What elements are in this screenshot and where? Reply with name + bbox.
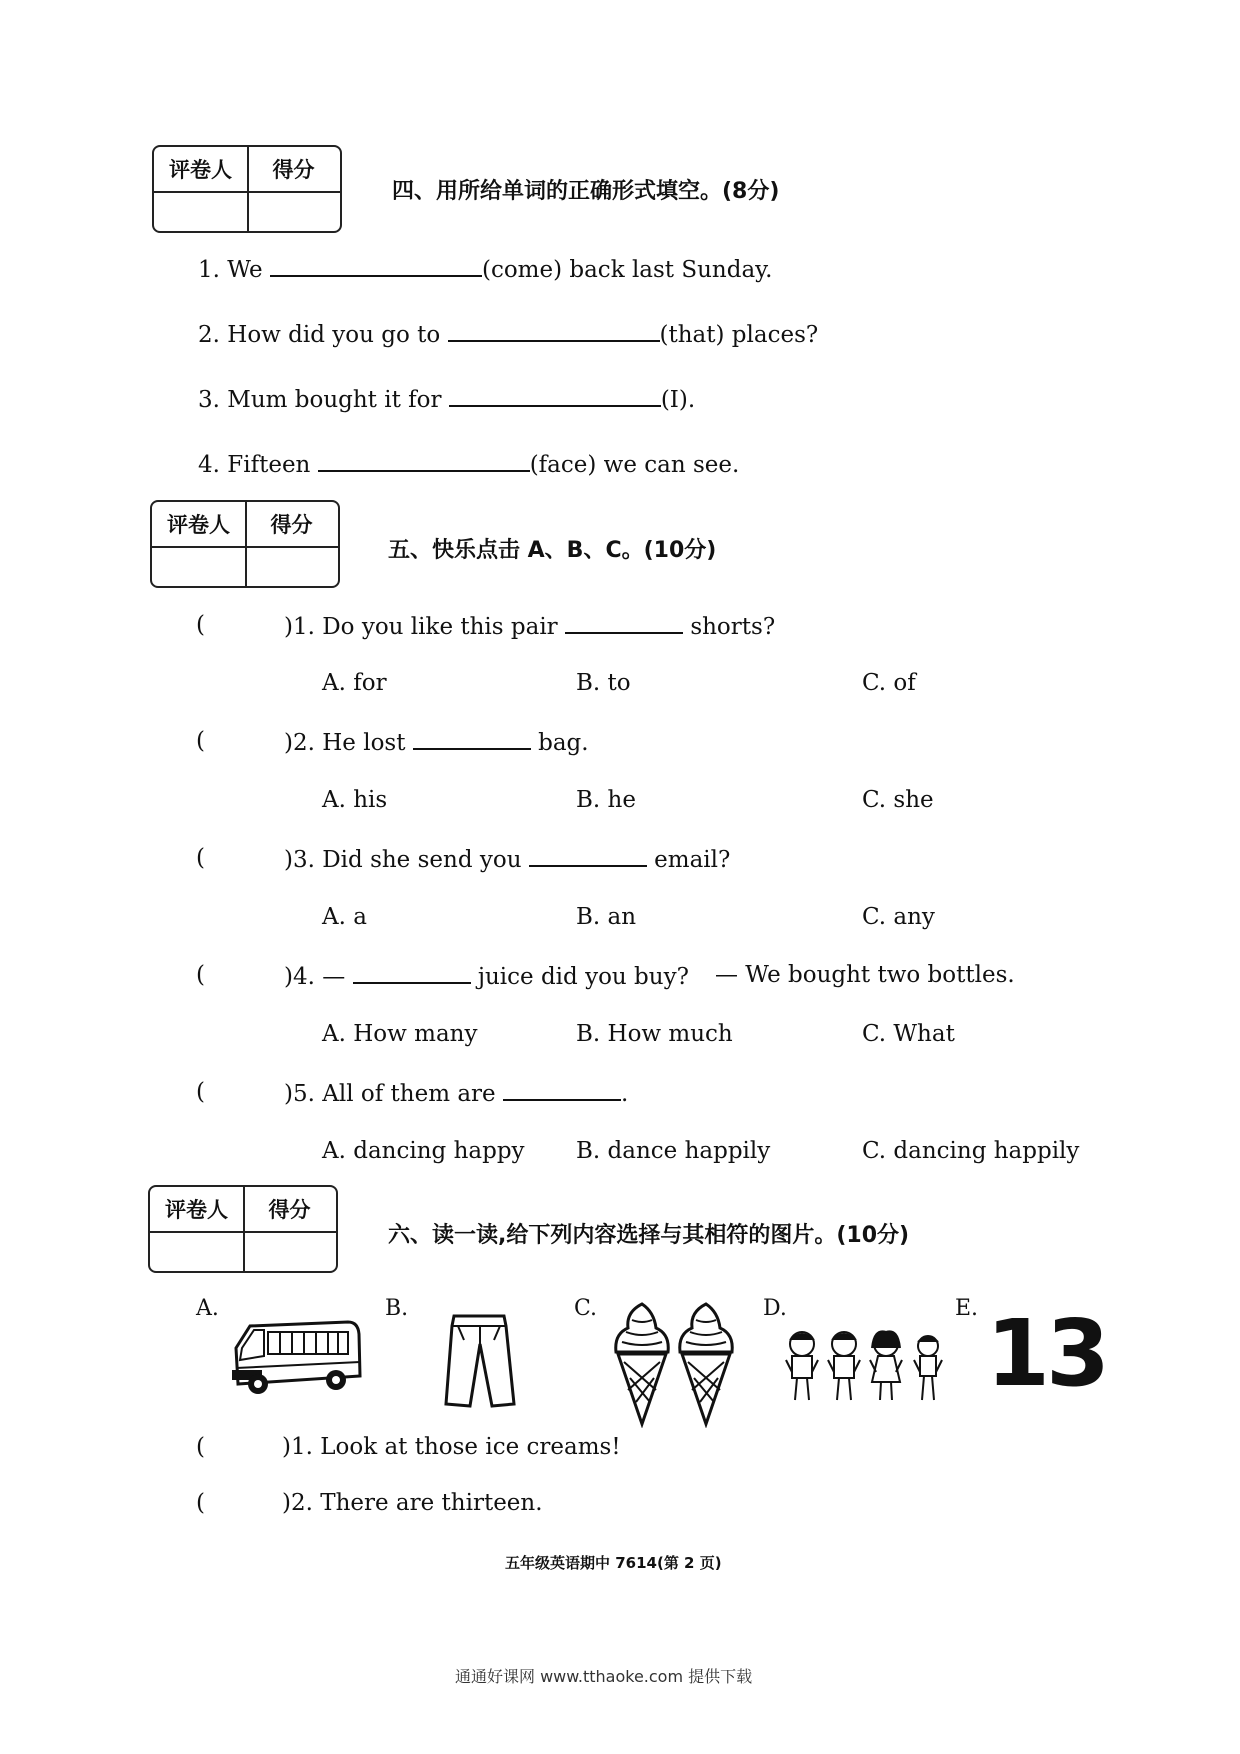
section-6-title: 六、读一读,给下列内容选择与其相符的图片。(10分): [388, 1223, 910, 1248]
bus-picture: [228, 1318, 363, 1398]
trousers-picture: [440, 1310, 520, 1410]
option-b[interactable]: B. he: [576, 787, 636, 813]
option-a[interactable]: A. his: [322, 787, 388, 813]
page-footer: 五年级英语期中 7614(第 2 页): [505, 1554, 722, 1572]
s5-question-4-reply: — We bought two bottles.: [715, 962, 1015, 988]
option-a[interactable]: A. for: [322, 670, 387, 696]
picture-label-b: B.: [385, 1296, 409, 1321]
answer-blank: [565, 612, 683, 634]
number-thirteen-picture: 13: [986, 1300, 1107, 1407]
answer-blank[interactable]: [270, 255, 482, 277]
score-box-section-4: [152, 145, 342, 233]
reviewer-label: 评卷人: [169, 158, 232, 182]
section-5-title: 五、快乐点击 A、B、C。(10分): [388, 538, 717, 563]
option-b[interactable]: B. dance happily: [576, 1138, 771, 1164]
option-b[interactable]: B. How much: [576, 1021, 733, 1047]
score-label: 得分: [272, 158, 315, 182]
option-a[interactable]: A. dancing happy: [322, 1138, 525, 1164]
reviewer-label: 评卷人: [167, 513, 230, 537]
picture-label-d: D.: [763, 1296, 787, 1321]
reviewer-label: 评卷人: [165, 1198, 228, 1222]
answer-paren[interactable]: (: [196, 1434, 205, 1460]
answer-blank: [353, 962, 471, 984]
option-a[interactable]: A. How many: [322, 1021, 478, 1047]
s4-question-1: 1. We (come) back last Sunday.: [198, 257, 773, 283]
s5-question-1: )1. Do you like this pair shorts?: [284, 614, 776, 640]
score-box-section-6: [148, 1185, 338, 1273]
answer-blank: [529, 845, 647, 867]
s4-question-2: 2. How did you go to (that) places?: [198, 322, 819, 348]
picture-label-e: E.: [955, 1296, 979, 1321]
option-c[interactable]: C. dancing happily: [862, 1138, 1080, 1164]
s6-question-1: )1. Look at those ice creams!: [282, 1434, 621, 1460]
s5-question-5: )5. All of them are .: [284, 1081, 629, 1107]
ice-cream-picture: [612, 1298, 737, 1428]
section-4-title: 四、用所给单词的正确形式填空。(8分): [392, 179, 780, 204]
answer-blank: [413, 728, 531, 750]
answer-paren[interactable]: (: [196, 612, 205, 638]
picture-label-a: A.: [196, 1296, 219, 1321]
s5-question-3: )3. Did she send you email?: [284, 847, 731, 873]
s5-question-2: )2. He lost bag.: [284, 730, 589, 756]
score-box-section-5: [150, 500, 340, 588]
picture-label-c: C.: [574, 1296, 598, 1321]
s4-question-4: 4. Fifteen (face) we can see.: [198, 452, 740, 478]
s5-question-4: )4. — juice did you buy?: [284, 964, 689, 990]
answer-paren[interactable]: (: [196, 845, 205, 871]
answer-blank[interactable]: [449, 385, 661, 407]
answer-blank: [503, 1079, 621, 1101]
answer-paren[interactable]: (: [196, 1490, 205, 1516]
option-b[interactable]: B. an: [576, 904, 637, 930]
answer-paren[interactable]: (: [196, 728, 205, 754]
option-a[interactable]: A. a: [322, 904, 367, 930]
s4-question-3: 3. Mum bought it for (I).: [198, 387, 696, 413]
site-watermark: 通通好课网 www.tthaoke.com 提供下载: [455, 1667, 753, 1686]
option-c[interactable]: C. any: [862, 904, 935, 930]
answer-paren[interactable]: (: [196, 1079, 205, 1105]
answer-blank[interactable]: [318, 450, 530, 472]
answer-blank[interactable]: [448, 320, 660, 342]
score-label: 得分: [268, 1198, 311, 1222]
option-b[interactable]: B. to: [576, 670, 631, 696]
option-c[interactable]: C. What: [862, 1021, 955, 1047]
option-c[interactable]: C. of: [862, 670, 916, 696]
option-c[interactable]: C. she: [862, 787, 934, 813]
answer-paren[interactable]: (: [196, 962, 205, 988]
children-picture: [782, 1330, 952, 1406]
score-label: 得分: [270, 513, 313, 537]
s6-question-2: )2. There are thirteen.: [282, 1490, 543, 1516]
